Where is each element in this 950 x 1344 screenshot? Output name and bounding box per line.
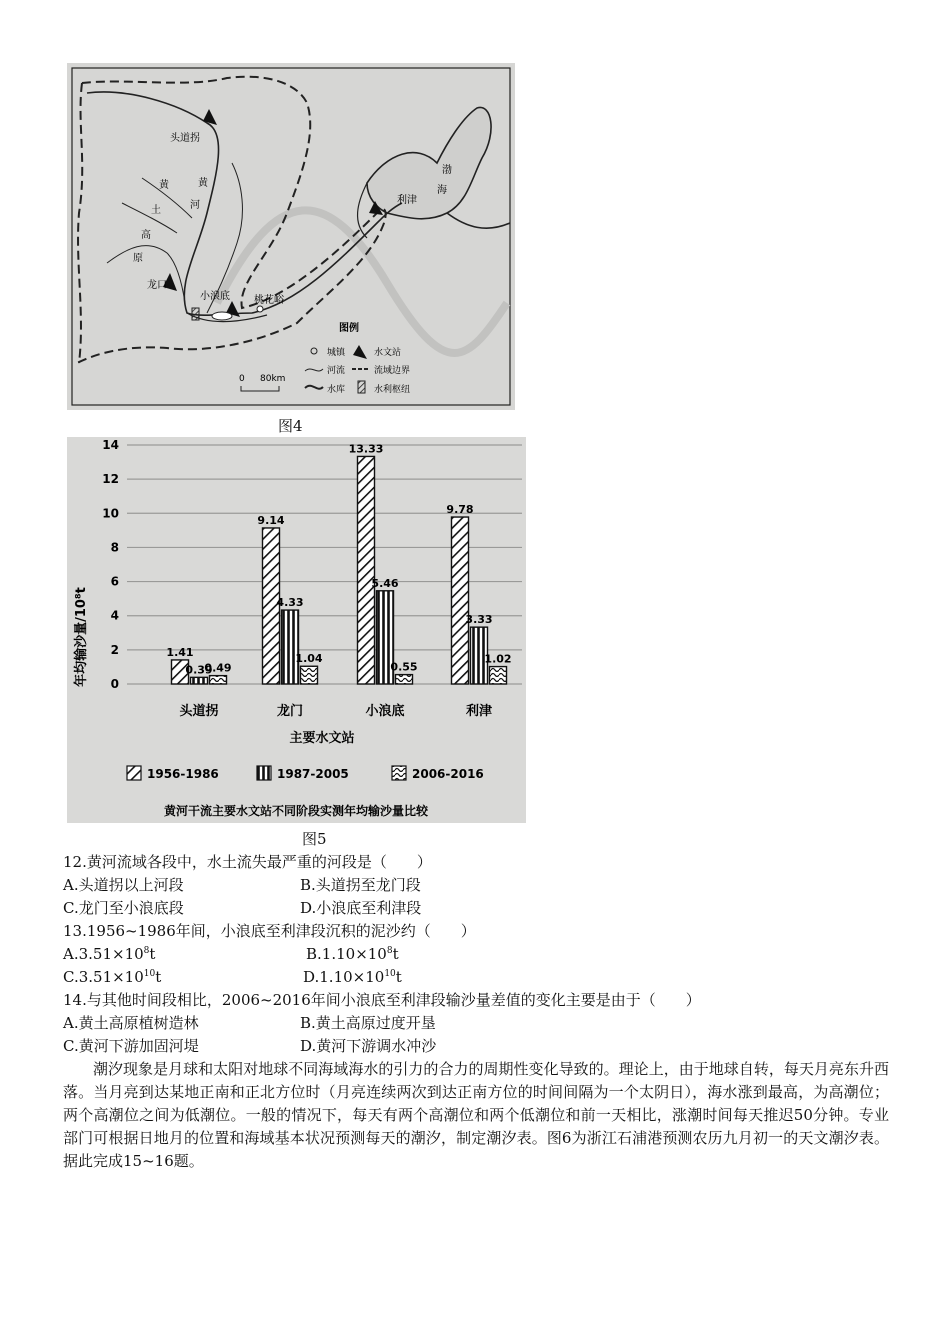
q12-option-a: A.头道拐以上河段 bbox=[63, 876, 184, 894]
scale-distance: 80km bbox=[260, 374, 286, 384]
q12-option-c: C.龙门至小浪底段 bbox=[63, 899, 184, 917]
legend-label: 1956-1986 bbox=[147, 767, 219, 781]
figure-5-caption: 图5 bbox=[302, 830, 327, 848]
map-label-huanghe-2: 河 bbox=[190, 200, 200, 211]
legend-station-symbol bbox=[353, 345, 367, 359]
scale-bar bbox=[241, 386, 279, 391]
map-label-huangtu-1: 黄 bbox=[159, 180, 169, 191]
q13-d-exponent: 10 bbox=[384, 969, 396, 979]
chart-x-axis-label: 主要水文站 bbox=[289, 731, 355, 746]
bar-1987-2005 bbox=[191, 677, 208, 684]
bar-value-label: 0.39 bbox=[185, 663, 213, 677]
map-legend bbox=[305, 321, 410, 395]
bar-1956-1986 bbox=[452, 517, 469, 684]
y-tick-label: 2 bbox=[110, 642, 119, 657]
x-tick-label: 头道拐 bbox=[179, 704, 219, 719]
bar-value-label: 4.33 bbox=[276, 596, 304, 610]
q13-a-unit: t bbox=[149, 945, 156, 963]
legend-reservoir-symbol bbox=[305, 386, 323, 389]
bar-2006-2016 bbox=[490, 667, 507, 684]
y-tick-label: 4 bbox=[110, 608, 119, 623]
map-label-lijin: 利津 bbox=[397, 195, 417, 206]
q13-b-unit: t bbox=[392, 945, 399, 963]
q14-option-a: A.黄土高原植树造林 bbox=[63, 1014, 199, 1032]
bar-value-label: 3.33 bbox=[465, 613, 493, 627]
legend-river: 河流 bbox=[327, 366, 346, 376]
map-label-xiaolangdi: 小浪底 bbox=[200, 291, 230, 302]
y-tick-label: 10 bbox=[102, 506, 119, 521]
q13-c-unit: t bbox=[155, 968, 162, 986]
bar-2006-2016 bbox=[301, 666, 318, 684]
x-tick-label: 利津 bbox=[465, 704, 493, 719]
map-label-huangtu-3: 高 bbox=[141, 230, 151, 241]
y-tick-label: 8 bbox=[110, 540, 119, 555]
map-label-longkou: 龙口 bbox=[147, 280, 167, 291]
q13-c-base: C.3.51×10 bbox=[63, 968, 144, 986]
legend-town: 城镇 bbox=[327, 348, 346, 358]
q14-option-d: D.黄河下游调水冲沙 bbox=[300, 1037, 437, 1055]
q14-option-c: C.黄河下游加固河堤 bbox=[63, 1037, 199, 1055]
map-label-taohuayu: 桃花峪 bbox=[254, 295, 284, 306]
legend-label: 1987-2005 bbox=[277, 767, 349, 781]
chart-legend bbox=[127, 766, 484, 781]
y-tick-label: 14 bbox=[102, 438, 119, 452]
y-tick-label: 6 bbox=[110, 574, 119, 589]
chart-y-axis-label: 年均输沙量/10⁸t bbox=[74, 587, 89, 687]
legend-town-symbol bbox=[311, 348, 317, 354]
tide-passage: 潮汐现象是月球和太阳对地球不同海域海水的引力的合力的周期性变化导致的。理论上，由于地球自转，每天月亮东升西落。当月亮到达某地正南和正北方位时（月亮连续两次到达正南方位的时间间隔为一个太阴日），海水涨到最高，为高潮位；两个高潮位之间为低潮位。一般的情况下，每天有两个高潮位和两个低潮位和前一天相比，涨潮时间每天推迟50分钟。专业部门可根据日地月的位置和海域基本状况预测每天的潮汐，制定潮汐表。图6为浙江石浦港预测农历九月初一的天文潮汐表。据此完成15~16题。 bbox=[63, 1060, 889, 1170]
x-tick-label: 小浪底 bbox=[365, 704, 405, 719]
y-tick-label: 0 bbox=[110, 677, 119, 691]
q13-d-base: D.1.10×10 bbox=[303, 968, 385, 986]
map-label-bohai-2: 海 bbox=[437, 185, 447, 196]
y-tick-label: 12 bbox=[102, 472, 119, 487]
q12-stem: 12.黄河流域各段中，水土流失最严重的河段是（ ） bbox=[63, 853, 432, 871]
q13-b-base: B.1.10×10 bbox=[306, 945, 387, 963]
legend-swatch-1956-1986 bbox=[127, 766, 141, 780]
figure-4-caption: 图4 bbox=[278, 417, 303, 435]
bar-2006-2016 bbox=[210, 676, 227, 684]
sediment-chart bbox=[67, 437, 526, 823]
basin-map-drawing bbox=[67, 63, 515, 410]
legend-hub-symbol bbox=[358, 381, 365, 393]
map-label-bohai-1: 渤 bbox=[442, 165, 452, 176]
q14-stem: 14.与其他时间段相比，2006~2016年间小浪底至利津段输沙量差值的变化主要是由于（ ） bbox=[63, 991, 701, 1009]
q13-b-exponent: 8 bbox=[386, 946, 393, 956]
legend-label: 2006-2016 bbox=[412, 767, 484, 781]
bar-value-label: 1.41 bbox=[166, 645, 194, 659]
legend-reservoir: 水库 bbox=[327, 385, 346, 395]
map-label-huanghe-1: 黄 bbox=[198, 178, 208, 189]
legend-station: 水文站 bbox=[374, 348, 402, 358]
legend-river-symbol bbox=[305, 369, 323, 371]
legend-swatch-2006-2016 bbox=[392, 766, 406, 780]
q13-a-exponent: 8 bbox=[143, 946, 150, 956]
sediment-chart-svg bbox=[67, 437, 526, 823]
q13-option-b bbox=[306, 944, 399, 964]
bar-1956-1986 bbox=[358, 456, 375, 684]
bar-value-label: 5.46 bbox=[371, 576, 399, 590]
bar-value-label: 0.49 bbox=[204, 661, 232, 675]
hub-marker bbox=[192, 308, 199, 320]
town-marker-taohuayu bbox=[257, 306, 263, 312]
map-scale bbox=[239, 374, 285, 391]
map-label-toudaoguai: 头道拐 bbox=[170, 133, 200, 144]
scale-zero: 0 bbox=[239, 374, 245, 384]
legend-boundary: 流域边界 bbox=[374, 366, 411, 376]
legend-swatch-1987-2005 bbox=[257, 766, 271, 780]
q13-option-a bbox=[63, 944, 155, 964]
bar-value-label: 1.02 bbox=[484, 652, 512, 666]
q12-option-b: B.头道拐至龙门段 bbox=[300, 876, 421, 894]
bar-value-label: 13.33 bbox=[348, 442, 384, 456]
q13-c-exponent: 10 bbox=[143, 969, 156, 979]
q13-d-unit: t bbox=[395, 968, 402, 986]
q13-stem: 13.1956~1986年间，小浪底至利津段沉积的泥沙约（ ） bbox=[63, 922, 476, 940]
reservoir-marker bbox=[212, 312, 232, 320]
q14-option-b: B.黄土高原过度开垦 bbox=[300, 1014, 436, 1032]
q12-option-d: D.小浪底至利津段 bbox=[300, 899, 422, 917]
map-label-huangtu-2: 土 bbox=[151, 205, 161, 216]
q13-option-c bbox=[63, 967, 161, 987]
legend-title: 图例 bbox=[339, 323, 359, 334]
x-tick-label: 龙门 bbox=[276, 704, 304, 719]
legend-hub: 水利枢纽 bbox=[374, 385, 411, 395]
chart-title: 黄河干流主要水文站不同阶段实测年均输沙量比较 bbox=[163, 804, 429, 818]
bar-1987-2005 bbox=[282, 610, 299, 684]
bar-value-label: 0.55 bbox=[390, 660, 418, 674]
map-label-huangtu-4: 原 bbox=[133, 253, 143, 264]
bar-value-label: 1.04 bbox=[295, 652, 323, 666]
q13-option-d bbox=[303, 967, 402, 987]
bar-2006-2016 bbox=[396, 675, 413, 684]
bar-value-label: 9.14 bbox=[257, 513, 285, 527]
basin-map bbox=[67, 63, 515, 410]
bar-value-label: 9.78 bbox=[446, 503, 474, 517]
q13-a-base: A.3.51×10 bbox=[63, 945, 144, 963]
